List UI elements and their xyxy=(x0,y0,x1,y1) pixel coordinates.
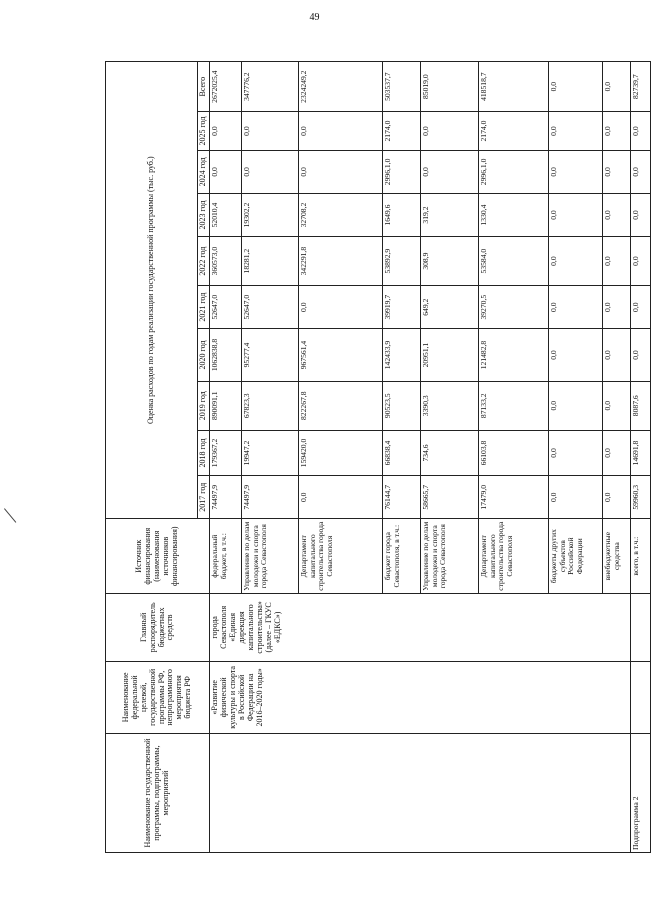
source-cell: Управление по делам молодежи и спорта города Севастополя xyxy=(421,519,479,594)
value-cell: 8087,6 xyxy=(631,381,651,430)
value-cell: 0,0 xyxy=(603,112,631,150)
value-cell: 0,0 xyxy=(210,112,242,150)
table-row-subprogram xyxy=(631,62,651,853)
value-cell: 0,0 xyxy=(299,150,383,193)
value-cell: 308,9 xyxy=(421,237,479,286)
value-cell: 0,0 xyxy=(549,430,603,475)
value-cell: 32708,2 xyxy=(299,193,383,236)
value-cell: 74497,9 xyxy=(242,476,299,519)
empty-cell xyxy=(631,661,651,733)
total-cell: 0,0 xyxy=(603,62,631,112)
value-cell: 890091,1 xyxy=(210,381,242,430)
year-header: 2024 год xyxy=(198,150,210,193)
value-cell: 2996,1,0 xyxy=(383,150,421,193)
year-header: 2018 год xyxy=(198,430,210,475)
value-cell: 360573,0 xyxy=(210,237,242,286)
total-cell: 503537,7 xyxy=(383,62,421,112)
value-cell: 0,0 xyxy=(549,237,603,286)
value-cell: 39270,5 xyxy=(479,286,549,329)
manager-cell: города Севастополя «Единая дирекция капитального строительства» (далее – ГКУС «ЕДКС») xyxy=(210,594,631,662)
source-cell: федеральный бюджет, в т.ч.: xyxy=(210,519,242,594)
value-cell: 76144,7 xyxy=(383,476,421,519)
header-estimate: Оценка расходов по годам реализации государственной программы (тыс. руб.) xyxy=(106,62,198,519)
value-cell: 0,0 xyxy=(242,150,299,193)
total-cell: 85019,0 xyxy=(421,62,479,112)
value-cell: 19947,2 xyxy=(242,430,299,475)
header-federal: Наименование федеральной целевой, государственной программы РФ, непрограммного мероприятия бюджета РФ xyxy=(106,661,210,733)
value-cell: 0,0 xyxy=(299,476,383,519)
header-name: Наименование государственной программы, подпрограммы, мероприятий xyxy=(106,734,210,853)
header-source: Источник финансирования (наименования источников финансирования) xyxy=(106,519,210,594)
value-cell: 0,0 xyxy=(549,112,603,150)
value-cell: 0,0 xyxy=(549,329,603,381)
source-cell: бюджет города Севастополя, в т.ч.: xyxy=(383,519,421,594)
value-cell: 0,0 xyxy=(603,381,631,430)
value-cell: 0,0 xyxy=(603,329,631,381)
value-cell: 58665,7 xyxy=(421,476,479,519)
value-cell: 17479,0 xyxy=(479,476,549,519)
source-cell: Департамент капитального строительства города Севастополя xyxy=(299,519,383,594)
value-cell: 3390,3 xyxy=(421,381,479,430)
value-cell: 20951,1 xyxy=(421,329,479,381)
total-cell: 347776,2 xyxy=(242,62,299,112)
value-cell: 2996,1,0 xyxy=(479,150,549,193)
header-row xyxy=(106,62,198,853)
source-cell: бюджеты других субъектов Российской Федерации xyxy=(549,519,603,594)
value-cell: 95277,4 xyxy=(242,329,299,381)
value-cell: 39919,7 xyxy=(383,286,421,329)
value-cell: 734,6 xyxy=(421,430,479,475)
value-cell: 822267,8 xyxy=(299,381,383,430)
year-header: 2025 год xyxy=(198,112,210,150)
value-cell: 18281,2 xyxy=(242,237,299,286)
source-cell: Управление по делам молодежи и спорта города Севастополя xyxy=(242,519,299,594)
value-cell: 159420,0 xyxy=(299,430,383,475)
value-cell: 0,0 xyxy=(603,476,631,519)
table-row xyxy=(210,62,242,853)
value-cell: 0,0 xyxy=(210,150,242,193)
total-cell: 82739,7 xyxy=(631,62,651,112)
value-cell: 67823,3 xyxy=(242,381,299,430)
value-cell: 0,0 xyxy=(631,329,651,381)
value-cell: 342291,8 xyxy=(299,237,383,286)
value-cell: 52647,0 xyxy=(242,286,299,329)
value-cell: 1649,6 xyxy=(383,193,421,236)
total-cell: 2324249,2 xyxy=(299,62,383,112)
value-cell: 0,0 xyxy=(421,150,479,193)
total-cell: 418518,7 xyxy=(479,62,549,112)
value-cell: 87133,2 xyxy=(479,381,549,430)
value-cell: 0,0 xyxy=(631,150,651,193)
value-cell: 0,0 xyxy=(421,112,479,150)
value-cell: 1330,4 xyxy=(479,193,549,236)
value-cell: 14691,8 xyxy=(631,430,651,475)
subprogram-label-cell: Подпрограмма 2 xyxy=(631,734,651,853)
value-cell: 74497,9 xyxy=(210,476,242,519)
source-cell: Департамент капитального строительства города Севастополя xyxy=(479,519,549,594)
value-cell: 0,0 xyxy=(603,193,631,236)
value-cell: 0,0 xyxy=(603,430,631,475)
value-cell: 0,0 xyxy=(603,286,631,329)
federal-program-cell: «Развитие физической культуры и спорта в Российской Федерации на 2016–2020 годы» xyxy=(210,661,631,733)
source-cell: всего, в т.ч.: xyxy=(631,519,651,594)
source-cell: внебюджетные средства xyxy=(603,519,631,594)
year-header: 2019 год xyxy=(198,381,210,430)
value-cell: 0,0 xyxy=(549,381,603,430)
value-cell: 0,0 xyxy=(242,112,299,150)
year-header-total: Всего xyxy=(198,62,210,112)
value-cell: 1062838,8 xyxy=(210,329,242,381)
value-cell: 0,0 xyxy=(549,286,603,329)
total-cell: 0,0 xyxy=(549,62,603,112)
value-cell: 59960,3 xyxy=(631,476,651,519)
value-cell: 319,2 xyxy=(421,193,479,236)
year-header: 2020 год xyxy=(198,329,210,381)
value-cell: 66103,8 xyxy=(479,430,549,475)
year-header: 2022 год xyxy=(198,237,210,286)
value-cell: 0,0 xyxy=(549,193,603,236)
year-header: 2023 год xyxy=(198,193,210,236)
value-cell: 0,0 xyxy=(631,193,651,236)
value-cell: 179367,2 xyxy=(210,430,242,475)
value-cell: 0,0 xyxy=(603,237,631,286)
value-cell: 0,0 xyxy=(631,237,651,286)
value-cell: 2174,0 xyxy=(383,112,421,150)
budget-table xyxy=(105,61,651,853)
value-cell: 142433,9 xyxy=(383,329,421,381)
page-number: 49 xyxy=(309,12,320,23)
value-cell: 0,0 xyxy=(631,112,651,150)
value-cell: 19302,2 xyxy=(242,193,299,236)
value-cell: 0,0 xyxy=(549,476,603,519)
value-cell: 0,0 xyxy=(631,286,651,329)
rotated-table-container xyxy=(105,61,640,853)
value-cell: 66838,4 xyxy=(383,430,421,475)
total-cell: 2672025,4 xyxy=(210,62,242,112)
header-manager: Главный распорядитель бюджетных средств xyxy=(106,594,210,662)
empty-cell xyxy=(631,594,651,662)
year-header: 2017 год xyxy=(198,476,210,519)
value-cell: 0,0 xyxy=(549,150,603,193)
stray-pen-mark xyxy=(4,499,27,522)
program-name-cell xyxy=(210,734,631,853)
value-cell: 90523,5 xyxy=(383,381,421,430)
year-header: 2021 год xyxy=(198,286,210,329)
value-cell: 2174,0 xyxy=(479,112,549,150)
value-cell: 52647,0 xyxy=(210,286,242,329)
value-cell: 649,2 xyxy=(421,286,479,329)
value-cell: 0,0 xyxy=(299,112,383,150)
value-cell: 0,0 xyxy=(299,286,383,329)
value-cell: 121482,8 xyxy=(479,329,549,381)
value-cell: 53892,9 xyxy=(383,237,421,286)
value-cell: 0,0 xyxy=(603,150,631,193)
value-cell: 53584,0 xyxy=(479,237,549,286)
value-cell: 967561,4 xyxy=(299,329,383,381)
value-cell: 52010,4 xyxy=(210,193,242,236)
